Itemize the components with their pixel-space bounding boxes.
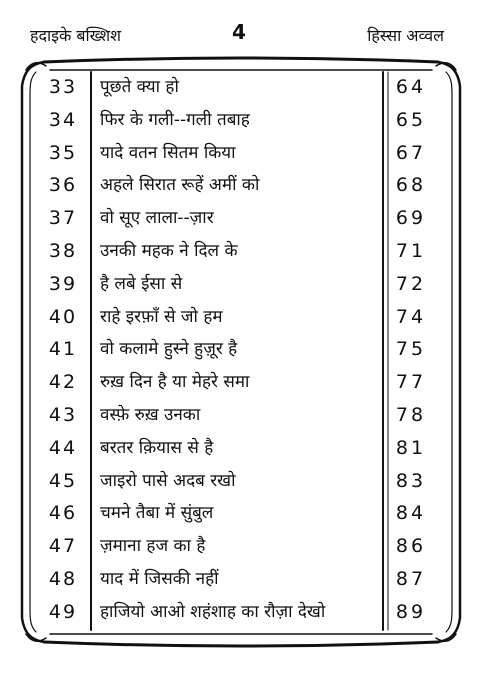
entry-number: 35	[48, 141, 78, 164]
toc-row	[0, 71, 480, 103]
running-header	[0, 20, 480, 54]
toc-row	[0, 563, 480, 595]
entry-number: 44	[48, 436, 78, 459]
toc-row	[0, 169, 480, 201]
entry-page-number: 89	[395, 600, 427, 623]
entry-page-number: 77	[395, 371, 427, 394]
toc-row	[0, 333, 480, 365]
entry-number: 42	[48, 371, 78, 394]
entry-page-number: 83	[395, 469, 427, 492]
entry-page-number: 87	[395, 568, 427, 590]
entry-number: 37	[48, 207, 78, 230]
entry-title: वो सूए लाला--ज़ार	[100, 208, 214, 229]
entry-page-number: 67	[395, 141, 427, 164]
toc-row	[0, 399, 480, 431]
entry-page-number: 75	[395, 338, 427, 361]
entry-title: फिर के गली--गली तबाह	[100, 109, 250, 130]
entry-number: 38	[48, 240, 78, 262]
entry-page-number: 65	[395, 108, 427, 131]
toc-row	[0, 596, 480, 628]
toc-row	[0, 235, 480, 267]
entry-number: 49	[48, 600, 78, 623]
entry-title: बरतर क़ियास से है	[100, 437, 214, 458]
toc-row	[0, 202, 480, 234]
entry-number: 47	[48, 535, 78, 558]
entry-number: 46	[48, 502, 78, 525]
book-title: हदाइके बख्शिश	[30, 26, 121, 45]
entry-title: रुख़ दिन है या मेहरे समा	[100, 372, 250, 393]
entry-title: है लबे ईसा से	[100, 273, 183, 294]
entry-title: ज़माना हज का है	[100, 536, 206, 557]
toc-row	[0, 432, 480, 464]
entry-page-number: 74	[395, 305, 427, 328]
entry-title: वो कलामे हुस्ने हुज़ूर है	[100, 339, 238, 360]
toc-row	[0, 530, 480, 562]
toc-row	[0, 137, 480, 169]
entry-page-number: 81	[395, 436, 427, 459]
entry-number: 45	[48, 469, 78, 492]
entry-page-number: 68	[395, 174, 427, 197]
entry-number: 36	[48, 174, 78, 197]
entry-title: जाइरो पासे अदब रखो	[100, 470, 236, 491]
toc-row	[0, 497, 480, 529]
entry-title: पूछते क्या हो	[100, 77, 179, 97]
toc-row	[0, 301, 480, 333]
entry-number: 43	[48, 404, 78, 426]
toc-row	[0, 366, 480, 398]
entry-title: वस्फ़े रुख़ उनका	[100, 405, 201, 425]
entry-page-number: 84	[395, 502, 427, 525]
toc-row	[0, 465, 480, 497]
entry-title: याद में जिसकी नहीं	[100, 569, 219, 589]
entry-page-number: 64	[395, 76, 427, 98]
entry-number: 33	[48, 76, 78, 98]
entry-page-number: 86	[395, 535, 427, 558]
entry-number: 41	[48, 338, 78, 361]
entry-page-number: 69	[395, 207, 427, 230]
entry-number: 34	[48, 108, 78, 131]
entry-title: चमने तैबा में सुंबुल	[100, 503, 214, 524]
toc-row	[0, 104, 480, 136]
entry-title: अहले सिरात रूहें अमीं को	[100, 175, 260, 196]
entry-number: 48	[48, 568, 78, 590]
entry-title: हाजियो आओ शहंशाह का रौज़ा देखो	[100, 601, 326, 622]
toc-row	[0, 268, 480, 300]
entry-page-number: 71	[395, 240, 427, 262]
entry-title: उनकी महक ने दिल के	[100, 241, 238, 261]
section-title: हिस्सा अव्वल	[367, 26, 444, 45]
entry-number: 40	[48, 305, 78, 328]
entry-number: 39	[48, 272, 78, 295]
entry-page-number: 72	[395, 272, 427, 295]
entry-title: यादे वतन सितम किया	[100, 142, 236, 163]
entry-page-number: 78	[395, 404, 427, 426]
page-number: 4	[232, 20, 246, 44]
entry-title: राहे इरफ़ाँ से जो हम	[100, 306, 223, 327]
